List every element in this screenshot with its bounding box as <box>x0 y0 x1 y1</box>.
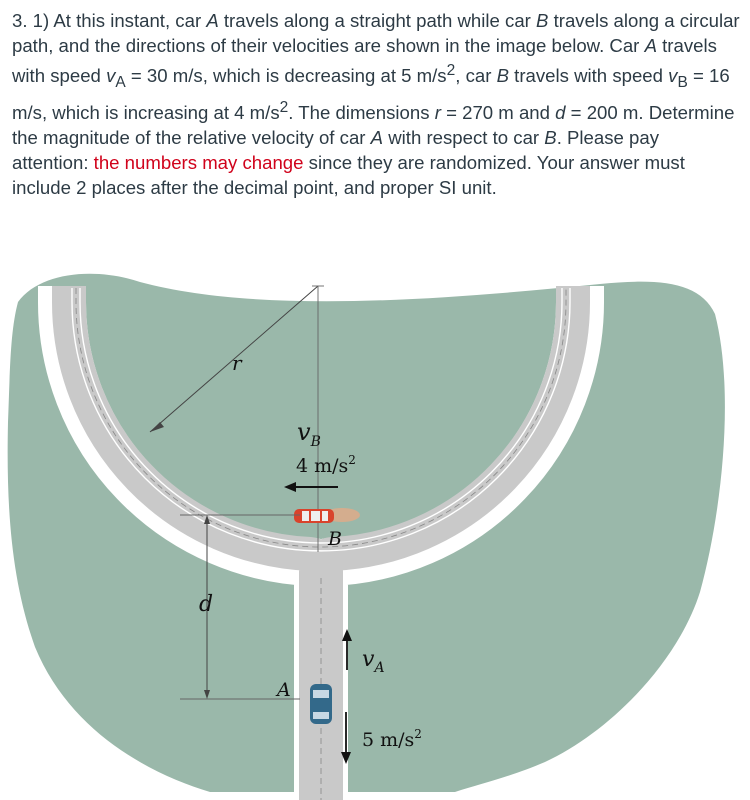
text-segment: with respect to car <box>388 127 540 149</box>
text-segment: , car <box>455 65 492 87</box>
problem-number: 3. 1) <box>12 10 50 31</box>
label-A: A <box>277 679 291 701</box>
vA-base: v <box>362 647 375 672</box>
car-b <box>294 508 360 523</box>
car-b-var: B <box>544 127 557 149</box>
text-segment: travels with speed <box>514 65 663 87</box>
d-value: = 200 m. Determine the magnitude of the relative velocity of car <box>12 102 735 149</box>
exponent: 2 <box>446 62 456 79</box>
text-segment: travels along a circular path, and the directions of their velocities are shown in the image below. Car <box>12 10 740 56</box>
label-r: r <box>232 351 242 375</box>
aB-label <box>296 453 356 477</box>
vB-base: v <box>297 418 311 446</box>
text-segment: . Please pay attention: <box>12 127 660 174</box>
randomized-warning: the numbers may change <box>93 152 304 174</box>
text-segment: At this instant, car <box>53 10 202 31</box>
aA-label <box>362 727 422 751</box>
car-a-var: A <box>206 10 219 31</box>
r-var: r <box>434 102 441 124</box>
text-segment: . The dimensions <box>288 102 430 124</box>
text-segment: travels with speed <box>12 35 717 87</box>
car-a <box>310 684 332 724</box>
aA-text: 5 m/s <box>362 729 415 751</box>
vb-var: v <box>668 65 678 87</box>
car-a-var: A <box>370 127 384 149</box>
vb-sub: B <box>677 73 688 91</box>
d-var: d <box>555 102 566 124</box>
vb-value: = 16 m/s, which is increasing at 4 m/s <box>12 65 730 124</box>
va-var: v <box>106 65 116 87</box>
exponent: 2 <box>279 98 289 116</box>
label-d: d <box>199 592 214 617</box>
problem-statement <box>12 8 740 200</box>
aB-text: 4 m/s <box>296 455 349 477</box>
car-b-var: B <box>536 10 549 31</box>
label-B: B <box>328 528 342 550</box>
aA-exp: 2 <box>414 727 422 741</box>
vA-sub: A <box>374 660 385 676</box>
va-sub: A <box>115 73 126 91</box>
figure-diagram <box>0 262 750 800</box>
car-a-var: A <box>644 35 657 56</box>
vB-sub: B <box>310 434 321 450</box>
text-segment: since they are randomized. Your answer must include 2 places after the decimal point, and proper SI unit. <box>12 152 685 199</box>
r-value: = 270 m and <box>446 102 550 124</box>
text-segment: travels along a straight path while car <box>223 10 531 31</box>
car-b-var: B <box>496 65 509 87</box>
va-value: = 30 m/s, which is decreasing at 5 m/s <box>130 65 447 87</box>
aB-exp: 2 <box>348 453 356 467</box>
